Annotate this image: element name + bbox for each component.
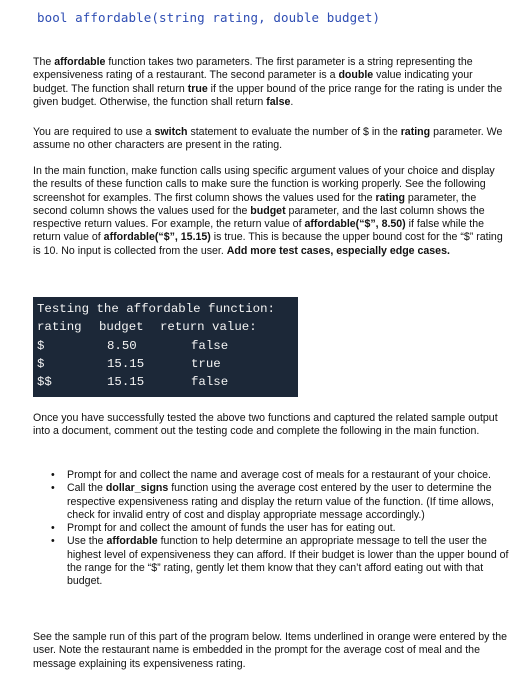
paragraph-switch-requirement (33, 126, 509, 153)
bold-text: switch (154, 126, 188, 138)
bold-text: false (266, 95, 291, 108)
bold-text: rating (375, 191, 405, 204)
text: is true. This is because the upper bound cost for the “$” rating is 10. No input is collected from the user. (33, 231, 503, 257)
paragraph-sample-run-note: See the sample run of this part of the program below. Items underlined in orange were entered by the user. Note the restaurant name is embedded in the prompt for the average cost of meal and the message explaining its expensiveness rating. (33, 631, 508, 670)
bold-text: Add more test cases, especially edge cases. (226, 244, 450, 257)
text: if the upper bound of the price range for the rating is under the given budget. Otherwise, the function shall return (33, 82, 503, 108)
terminal-cell-budget: 8.50 (107, 339, 137, 353)
text: Prompt for and collect the amount of funds the user has for eating out. (67, 522, 396, 535)
paragraph-next-steps: Once you have successfully tested the above two functions and captured the related sample output into a document, comment out the testing code and complete the following in the main function. (33, 412, 498, 438)
text: value indicating your budget. The function shall return (33, 69, 473, 95)
text: function takes two parameters. The first parameter is a string representing the expensiveness rating of a restaurant. The second parameter is a (33, 56, 473, 82)
paragraph-main-function-testing (33, 165, 509, 258)
terminal-title: Testing the affordable function: (37, 302, 275, 316)
bullet-icon: • (51, 522, 55, 535)
bold-text: affordable(“$”, 8.50) (304, 218, 406, 231)
text: parameter, and the last column shows the respective return values. For example, the return value of (33, 204, 485, 231)
text: statement to evaluate the number of $ in the (187, 126, 401, 138)
text: In the main function, make function calls using specific argument values of your choice and display the results of these function calls to make sure the function is working properly. See the following screenshot for examples. The first column shows the values used for the (33, 165, 495, 204)
list-item (33, 522, 509, 535)
terminal-header-budget: budget (99, 320, 144, 334)
bold-text: budget (250, 204, 286, 217)
text: function to help determine an appropriate message to tell the user the highest level of expensiveness they can afford. If their budget is lower than the upper bound of the range for the “$” rating, gently let them know that they can’t afford eating out with that budget. (67, 535, 509, 588)
text: if false while the return value of (33, 218, 485, 244)
text: Call the (67, 482, 106, 495)
bold-text: affordable (106, 535, 158, 548)
text: Prompt for and collect the name and average cost of meals for a restaurant of your choice. (67, 469, 491, 481)
terminal-cell-result: false (191, 339, 229, 353)
paragraph-affordable-description (33, 56, 509, 109)
terminal-cell-result: true (191, 357, 221, 371)
terminal-cell-rating: $ (37, 357, 45, 371)
text: function using the average cost entered by the user to determine the respective expensiveness rating and display the return value of the function. (If time allows, check for invalid entry of cost and display appropriate message accordingly.) (67, 482, 494, 521)
text: You are required to use a (33, 126, 155, 138)
list-item (33, 469, 509, 482)
bold-text: affordable(“$”, 15.15) (103, 231, 211, 244)
terminal-cell-rating: $$ (37, 375, 52, 389)
terminal-cell-budget: 15.15 (107, 375, 145, 389)
text: The (33, 56, 55, 68)
bullet-icon: • (51, 535, 55, 548)
terminal-output-screenshot (33, 297, 298, 397)
terminal-cell-budget: 15.15 (107, 357, 145, 371)
function-signature: bool affordable(string rating, double budget) (37, 10, 381, 25)
bold-text: true (187, 82, 208, 95)
text: parameter, the second column shows the values used for the (33, 191, 477, 217)
text: Use the (67, 535, 107, 548)
terminal-header-rating: rating (37, 320, 82, 334)
bullet-icon: • (51, 482, 55, 495)
terminal-header-return: return value: (160, 320, 257, 334)
bold-text: rating (400, 126, 431, 138)
list-item (33, 535, 509, 588)
bold-text: dollar_signs (105, 482, 169, 495)
terminal-cell-rating: $ (37, 339, 45, 353)
bold-text: double (338, 69, 374, 82)
text: . (290, 95, 294, 108)
requirements-list (33, 469, 509, 589)
terminal-cell-result: false (191, 375, 229, 389)
bullet-icon: • (51, 469, 55, 481)
text: parameter. We assume no other characters are present in the rating. (33, 126, 503, 152)
list-item (33, 482, 509, 522)
bold-text: affordable (54, 56, 106, 68)
